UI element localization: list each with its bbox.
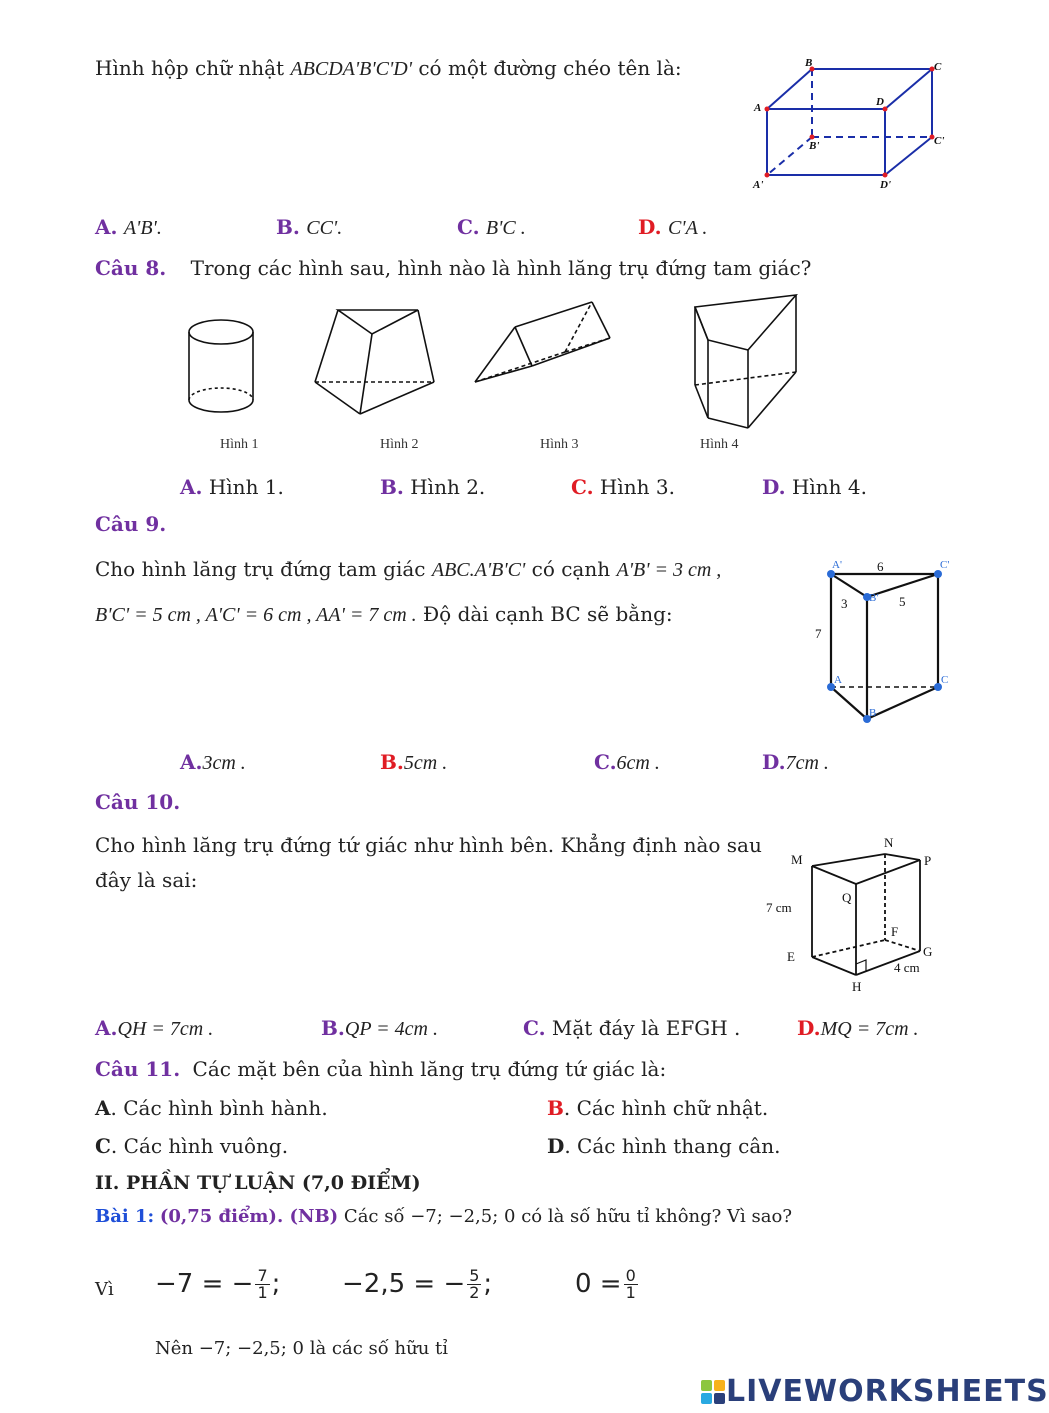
label-C-prime: C' [934,135,945,147]
expr-zero: 0 = $\frac{0}{1}$ [575,1266,636,1302]
label-H: H [852,979,862,994]
label-A: A [834,674,842,686]
q8-stem: Câu 8. Trong các hình sau, hình nào là hình lăng trụ đứng tam giác? [95,256,812,280]
q10-line-2: đây là sai: [95,868,198,892]
q11-option-a[interactable]: A. Các hình bình hành. [95,1096,328,1120]
q7-option-b[interactable]: B. CC'. [276,215,343,239]
q8-option-c[interactable]: C. Hình 3. [571,475,675,499]
caption-hinh-3: Hình 3 [540,437,579,452]
q8-shapes [180,290,820,425]
q9-line-2: B'C' = 5 cm , A'C' = 6 cm , AA' = 7 cm . Độ dài cạnh BC sẽ bằng: [95,602,673,626]
q9-option-c[interactable]: C.6cm . [594,750,660,774]
part2-heading: II. PHẦN TỰ LUẬN (7,0 ĐIỂM) [95,1172,421,1194]
expr-neg7: −7 = − $\frac{7}{1}$ ; [155,1266,281,1302]
q9-option-a[interactable]: A.3cm . [180,750,246,774]
label-P: P [924,853,932,868]
label-F: F [891,924,899,939]
q9-option-d[interactable]: D.7cm . [762,750,829,774]
q8-label: Câu 8. [95,256,167,280]
label-B-prime: B' [809,140,820,152]
edge-label-6: 6 [877,559,884,574]
cylinder-shape [189,320,253,412]
q10-option-a[interactable]: A.QH = 7cm . [95,1016,214,1040]
q7-option-c[interactable]: C. B'C . [457,215,526,239]
label-E: E [787,949,795,964]
q11-option-c[interactable]: C. Các hình vuông. [95,1134,289,1158]
q7-box-figure [745,55,955,195]
caption-hinh-4: Hình 4 [700,437,739,452]
prism-4-shape [695,295,796,428]
q10-label: Câu 10. [95,790,181,814]
q9-prism-figure [805,555,970,730]
label-C-prime: C' [940,559,950,571]
label-C: C [934,61,942,73]
q10-option-b[interactable]: B.QP = 4cm . [321,1016,438,1040]
label-B-prime: B' [869,592,879,604]
edge-label-7: 7 [815,626,822,641]
label-B: B [805,57,813,69]
q9-label: Câu 9. [95,512,167,536]
edge-label-4cm: 4 cm [894,960,920,975]
label-B: B [869,707,877,719]
label-C: C [941,674,949,686]
q7-option-d[interactable]: D. C'A . [638,215,708,239]
vi-label: Vì [95,1279,114,1300]
bai1-question: Bài 1: (0,75 điểm). (NB) Các số −7; −2,5; 0 có là số hữu tỉ không? Vì sao? [95,1206,792,1227]
q11-stem: Câu 11. Các mặt bên của hình lăng trụ đứng tứ giác là: [95,1057,667,1081]
label-D: D [876,96,884,108]
q7-stem: Hình hộp chữ nhật ABCDA'B'C'D' có một đường chéo tên là: [95,56,682,80]
label-A-prime: A' [832,559,842,571]
q11-option-b[interactable]: B. Các hình chữ nhật. [547,1096,769,1120]
label-Q: Q [842,890,852,905]
q8-option-d[interactable]: D. Hình 4. [762,475,867,499]
conclusion: Nên −7; −2,5; 0 là các số hữu tỉ [155,1338,448,1359]
prism-3-shape [475,302,610,382]
label-N: N [884,835,894,850]
q11-option-d[interactable]: D. Các hình thang cân. [547,1134,781,1158]
q8-option-a[interactable]: A. Hình 1. [180,475,284,499]
q11-label: Câu 11. [95,1057,181,1081]
edge-label-3: 3 [841,596,848,611]
q8-option-b[interactable]: B. Hình 2. [380,475,486,499]
q10-prism-figure [760,830,950,1000]
liveworksheets-icon [700,1378,726,1406]
q9-line-1: Cho hình lăng trụ đứng tam giác ABC.A'B'C' có cạnh A'B' = 3 cm , [95,557,722,581]
label-D-prime: D' [880,179,891,191]
label-A: A [754,102,762,114]
q10-option-d[interactable]: D.MQ = 7cm . [797,1016,919,1040]
q10-line-1: Cho hình lăng trụ đứng tứ giác như hình bên. Khẳng định nào sau [95,833,762,857]
edge-label-5: 5 [899,594,906,609]
label-G: G [923,944,933,959]
q9-option-b[interactable]: B.5cm . [380,750,448,774]
caption-hinh-2: Hình 2 [380,437,419,452]
prism-2-shape [315,310,434,414]
edge-label-7cm: 7 cm [766,900,792,915]
label-A-prime: A' [753,179,764,191]
q7-option-a[interactable]: A. A'B'. [95,215,162,239]
label-M: M [791,852,803,867]
q10-option-c[interactable]: C. Mặt đáy là EFGH . [523,1016,741,1040]
liveworksheets-logo: LIVEWORKSHEETS [700,1374,1049,1409]
expr-neg2-5: −2,5 = − $\frac{5}{2}$ ; [342,1266,493,1302]
caption-hinh-1: Hình 1 [220,437,259,452]
